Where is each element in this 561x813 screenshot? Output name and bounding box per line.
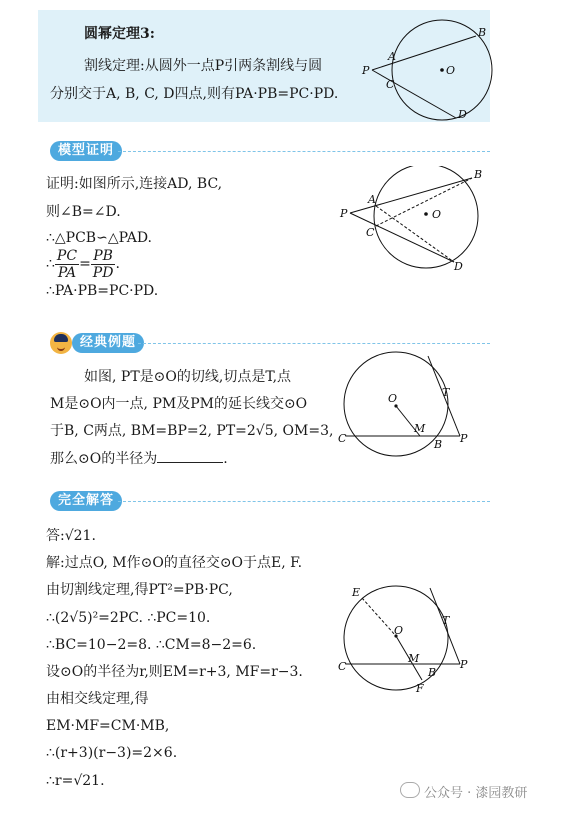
- fraction-left-num: PC: [56, 247, 78, 264]
- fraction-left-den: PA: [57, 264, 77, 281]
- solution-line-1: 解:过点O, M作⊙O的直径交⊙O于点E, F.: [46, 555, 303, 571]
- theorem-line-1: 割线定理:从圆外一点P引两条割线与圆: [84, 58, 323, 74]
- label-t: T: [442, 614, 450, 627]
- label-o: O: [388, 392, 398, 405]
- proof-line-4: ∴PA·PB=PC·PD.: [46, 283, 159, 299]
- proof-line-1: 证明:如图所示,连接AD, BC,: [46, 176, 223, 192]
- example-line-3: 于B, C两点, BM=BP=2, PT=2√5, OM=3,: [50, 423, 334, 439]
- label-c: C: [386, 78, 395, 91]
- label-c: C: [338, 432, 347, 445]
- label-d: D: [454, 260, 463, 272]
- secant-theorem-figure: [358, 18, 498, 124]
- section-divider: [118, 151, 490, 152]
- label-c: C: [338, 660, 347, 673]
- proof-line-3: ∴△PCB∽△PAD.: [46, 230, 153, 246]
- solution-line-2: 由切割线定理,得PT²=PB·PC,: [46, 582, 233, 598]
- example-line-2: M是⊙O内一点, PM及PM的延长线交⊙O: [50, 396, 308, 412]
- solution-line-7: EM·MF=CM·MB,: [46, 718, 170, 734]
- fraction-eq: =: [79, 256, 91, 272]
- solution-answer: 答:√21.: [46, 528, 96, 544]
- solution-line-8: ∴(r+3)(r−3)=2×6.: [46, 745, 178, 761]
- label-o: O: [394, 624, 404, 637]
- label-a: A: [368, 193, 376, 206]
- label-m: M: [414, 422, 426, 435]
- fraction-right: [91, 248, 116, 281]
- theorem-title: 圆幂定理3:: [84, 26, 155, 42]
- proof-figure: [336, 166, 496, 272]
- student-icon: [50, 332, 72, 354]
- section-divider: [138, 343, 490, 344]
- model-proof-badge: 模型证明: [50, 141, 122, 161]
- label-e: E: [352, 586, 361, 599]
- fraction-suffix: .: [115, 256, 120, 272]
- wechat-icon: [400, 782, 420, 798]
- solution-line-6: 由相交线定理,得: [46, 691, 149, 707]
- answer-blank: [157, 448, 223, 463]
- fraction-right-den: PD: [92, 264, 114, 281]
- label-p: P: [362, 64, 370, 77]
- label-f: F: [416, 682, 424, 695]
- watermark-text: 公众号 · 漆园教研: [424, 786, 528, 801]
- label-a: A: [388, 50, 396, 63]
- solution-badge: 完全解答: [50, 491, 122, 511]
- solution-line-9: ∴r=√21.: [46, 773, 105, 789]
- example-figure: [336, 350, 476, 462]
- fraction-prefix: ∴: [46, 256, 55, 272]
- label-d: D: [458, 108, 467, 121]
- proof-fraction-line: [46, 247, 120, 281]
- label-c: C: [366, 226, 375, 239]
- example-end: .: [223, 451, 228, 467]
- fraction-right-num: PB: [91, 248, 116, 265]
- label-o: O: [432, 208, 442, 221]
- label-o: O: [446, 64, 456, 77]
- example-line-1: 如图, PT是⊙O的切线,切点是T,点: [84, 369, 292, 385]
- solution-line-3: ∴(2√5)²=2PC. ∴PC=10.: [46, 610, 211, 626]
- solution-line-4: ∴BC=10−2=8. ∴CM=8−2=6.: [46, 637, 257, 653]
- label-b: B: [428, 666, 437, 679]
- example-line-4: [50, 448, 228, 469]
- label-p: P: [460, 432, 468, 445]
- label-p: P: [340, 207, 348, 220]
- solution-figure: [336, 580, 476, 700]
- label-b: B: [474, 168, 483, 181]
- proof-line-2: 则∠B=∠D.: [46, 204, 121, 220]
- label-p: P: [460, 658, 468, 671]
- label-b: B: [434, 438, 443, 451]
- fraction-left: [55, 248, 79, 281]
- label-t: T: [442, 386, 450, 399]
- section-divider: [118, 501, 490, 502]
- label-b: B: [478, 26, 487, 39]
- example-badge: 经典例题: [72, 333, 144, 353]
- theorem-line-2: 分别交于A, B, C, D四点,则有PA·PB=PC·PD.: [50, 86, 339, 102]
- solution-line-5: 设⊙O的半径为r,则EM=r+3, MF=r−3.: [46, 664, 303, 680]
- label-m: M: [408, 652, 420, 665]
- example-question: 那么⊙O的半径为: [50, 451, 158, 467]
